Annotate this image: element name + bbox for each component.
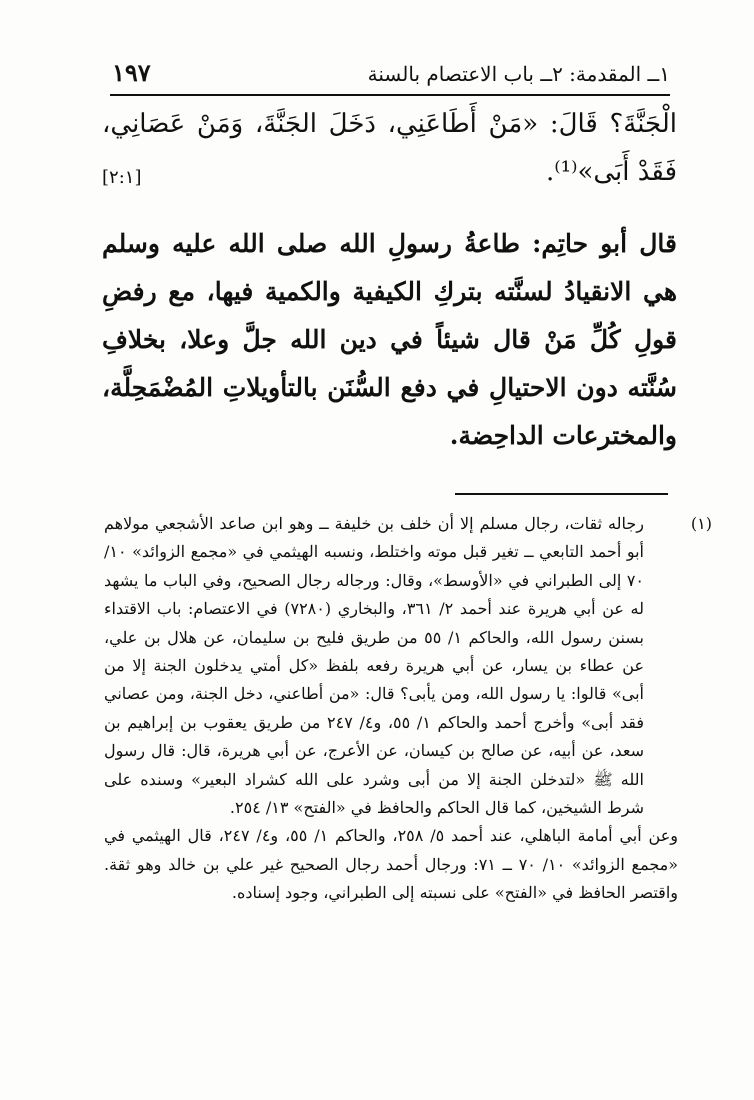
footnote-marker: (١) bbox=[690, 514, 712, 533]
footnote bbox=[104, 510, 712, 908]
footnote-paragraph-2: وعن أبي أمامة الباهلي، عند أحمد ٥/ ٢٥٨، والحاكم ١/ ٥٥، و٤/ ٢٤٧، قال الهيثمي في «مجمع الزوائد» ١٠/ ٧٠ ــ ٧١: ورجال أحمد رجال الصحيح غير علي بن خالد وهو ثقة. واقتصر الحافظ في «الفتح» على نسبته إلى الطبراني، وجود إسناده. bbox=[104, 826, 679, 903]
hadith-passage bbox=[102, 100, 677, 196]
hadith-text: الْجَنَّةَ؟ قَالَ: «مَنْ أَطَاعَنِي، دَخَلَ الجَنَّةَ، وَمَنْ عَصَانِي، فَقَدْ أَبَى»⁽¹⁾. bbox=[102, 109, 677, 187]
main-text bbox=[102, 100, 677, 460]
footnote-paragraph bbox=[104, 510, 712, 822]
hadith-reference: [٢:١] bbox=[102, 167, 142, 188]
footnote-text: رجاله ثقات، رجال مسلم إلا أن خلف بن خليفة ــ وهو ابن صاعد الأشجعي مولاهم أبو أحمد التابعي ــ تغير قبل موته واختلط، ونسبه الهيثمي في «مجمع الزوائد» ١٠/ ٧٠ إلى الطبراني في «الأوسط»، وقال: ورجاله رجال الصحيح، وفي الباب ما يشهد له عن أبي هريرة عند أحمد ٢/ ٣٦١، والبخاري (٧٢٨٠) في الاعتصام: باب الاقتداء بسنن رسول الله، والحاكم ١/ ٥٥ من طريق فليح بن سليمان، عن هلال بن علي، عن عطاء بن يسار، عن أبي هريرة رفعه بلفظ «كل أمتي يدخلون الجنة إلا من أبى» قالوا: يا رسول الله، ومن يأبى؟ قال: «من أطاعني، دخل الجنة، ومن عصاني فقد أبى» وأخرج أحمد والحاكم ١/ ٥٥، و٤/ ٢٤٧ من طريق يعقوب بن إبراهيم بن سعد، عن أبيه، عن صالح بن كيسان، عن الأعرج، عن أبي هريرة، قال: قال رسول الله ﷺ «لتدخلن الجنة إلا من أبى وشرد على الله كشراد البعير» وسنده على شرط الشيخين، كما قال الحاكم والحافظ في «الفتح» ١٣/ ٢٥٤. bbox=[104, 514, 645, 818]
page-number: ١٩٧ bbox=[112, 58, 151, 87]
footnote-separator bbox=[455, 493, 668, 495]
running-title: ١ــ المقدمة: ٢ــ باب الاعتصام بالسنة bbox=[367, 62, 670, 86]
commentary-paragraph: قال أبو حاتِم: طاعةُ رسولِ الله صلى الله عليه وسلم هي الانقيادُ لسنَّته بتركِ الكيفية والكمية فيها، مع رفضِ قولِ كُلِّ مَنْ قال شيئاً في دين الله جلَّ وعلا، بخلافِ سُنَّته دون الاحتيالِ في دفع السُّنَن بالتأويلاتِ المُضْمَحِلَّة، والمخترعات الداحِضة. bbox=[102, 229, 677, 450]
page-header bbox=[110, 58, 670, 96]
